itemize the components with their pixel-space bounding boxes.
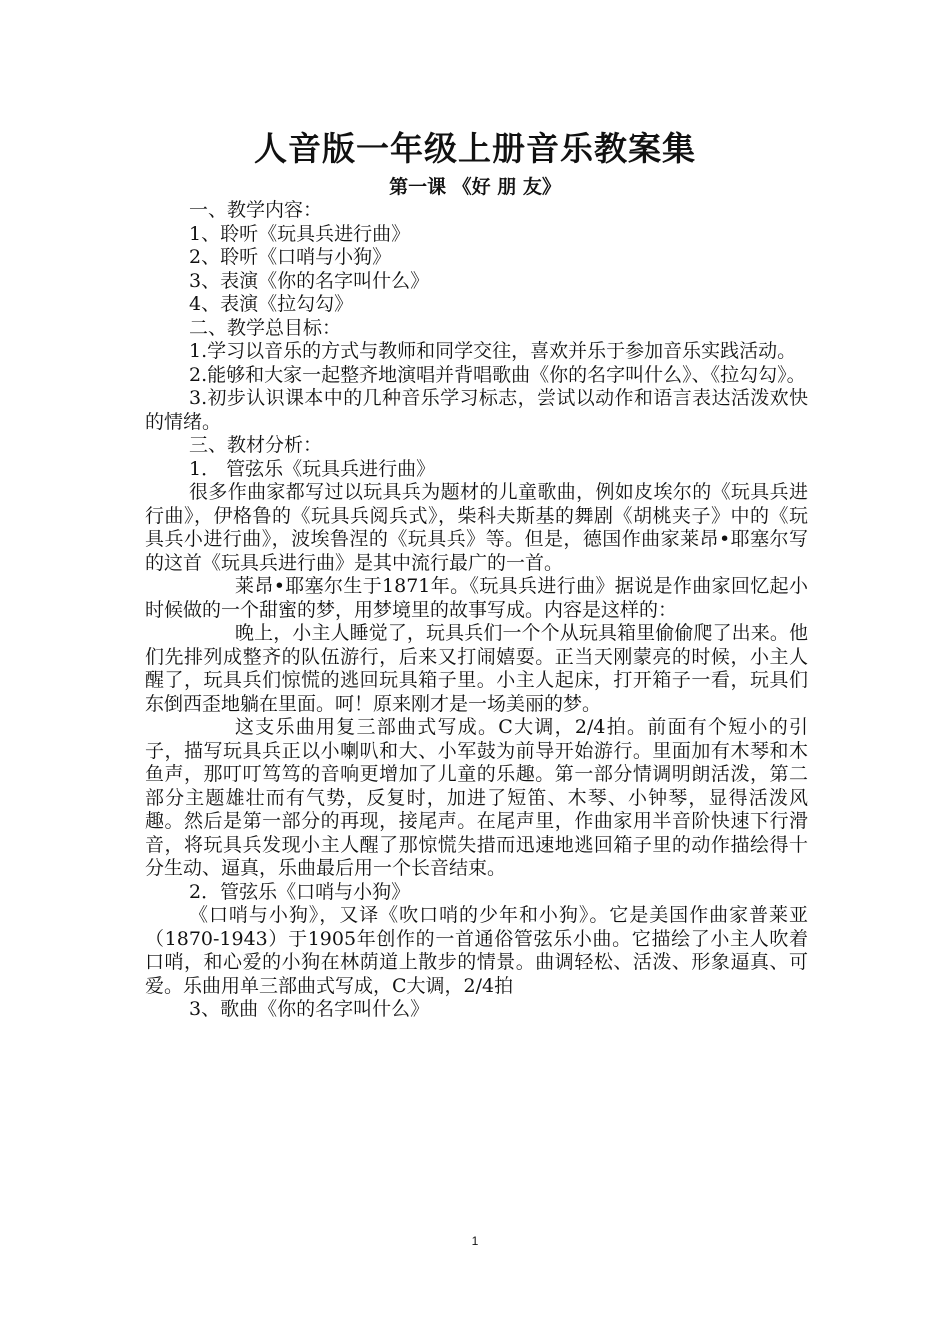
body-paragraph: 这支乐曲用复三部曲式写成。C大调，2/4拍。前面有个短小的引子，描写玩具兵正以小喇叭和大、小军鼓为前导开始游行。里面加有木琴和木鱼声，那叮叮笃笃的音响更增加了儿童的乐趣。第一部分情调明朗活泼，第二部分主题雄壮而有气势，反复时，加进了短笛、木琴、小钟琴，显得活泼风趣。然后是第一部分的再现，接尾声。在尾声里，作曲家用半音阶快速下行滑音，将玩具兵发现小主人醒了那惊慌失措而迅速地逃回箱子里的动作描绘得十分生动、逼真，乐曲最后用一个长音结束。 [145, 716, 808, 879]
lesson-title: 第一课 《好 朋 友》 [389, 176, 561, 198]
subsection-heading: 3、歌曲《你的名字叫什么》 [189, 998, 430, 1020]
content-item: 4、表演《拉勾勾》 [189, 293, 354, 315]
body-paragraph: 晚上，小主人睡觉了，玩具兵们一个个从玩具箱里偷偷爬了出来。他们先排列成整齐的队伍游行，后来又打闹嬉耍。正当天刚蒙亮的时候，小主人醒了，玩具兵们惊慌的逃回玩具箱子里。小主人起床，打开箱子一看，玩具们东倒西歪地躺在里面。呵！原来刚才是一场美丽的梦。 [145, 622, 808, 715]
goal-item: 3.初步认识课本中的几种音乐学习标志，尝试以动作和语言表达活泼欢快的情绪。 [145, 387, 808, 433]
page-number: 1 [471, 1234, 479, 1248]
subsection-heading: 1． 管弦乐《玩具兵进行曲》 [189, 457, 436, 480]
body-paragraph: 很多作曲家都写过以玩具兵为题材的儿童歌曲，例如皮埃尔的《玩具兵进行曲》，伊格鲁的《玩具兵阅兵式》，柴科夫斯基的舞剧《胡桃夹子》中的《玩具兵小进行曲》，波埃鲁涅的《玩具兵》等。但是，德国作曲家莱昂•耶塞尔写的这首《玩具兵进行曲》是其中流行最广的一首。 [145, 481, 808, 574]
content-item: 2、聆听《口哨与小狗》 [189, 246, 392, 268]
goal-item: 1.学习以音乐的方式与教师和同学交往，喜欢并乐于参加音乐实践活动。 [189, 340, 797, 362]
body-paragraph: 《口哨与小狗》，又译《吹口哨的少年和小狗》。它是美国作曲家普莱亚（1870-1943）于1905年创作的一首通俗管弦乐小曲。它描绘了小主人吹着口哨，和心爱的小狗在林荫道上散步的情景。曲调轻松、活泼、形象逼真、可爱。乐曲用单三部曲式写成，C大调，2/4拍 [145, 904, 808, 997]
document-body [145, 199, 808, 1022]
goal-item: 2.能够和大家一起整齐地演唱并背唱歌曲《你的名字叫什么》、《拉勾勾》。 [189, 363, 806, 386]
body-paragraph: 莱昂•耶塞尔生于1871年。《玩具兵进行曲》据说是作曲家回忆起小时候做的一个甜蜜的梦，用梦境里的故事写成。内容是这样的： [145, 575, 808, 621]
section-heading: 一、教学内容： [189, 199, 323, 221]
section-heading: 二、教学总目标： [189, 316, 342, 339]
document-title: 人音版一年级上册音乐教案集 [254, 129, 696, 168]
subsection-heading: 2．管弦乐《口哨与小狗》 [189, 880, 411, 903]
section-heading: 三、教材分析： [189, 434, 323, 456]
content-item: 3、表演《你的名字叫什么》 [189, 269, 430, 292]
content-item: 1、聆听《玩具兵进行曲》 [189, 222, 411, 245]
